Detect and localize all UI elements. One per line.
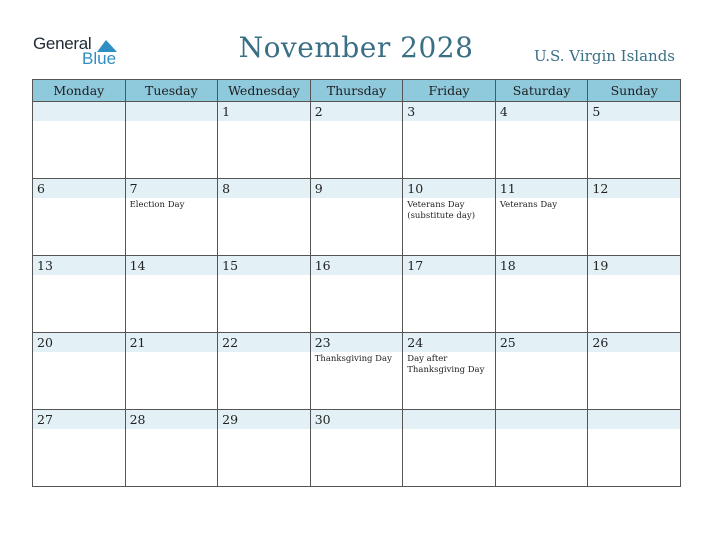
day-number: 6 <box>37 181 45 196</box>
day-cell <box>588 256 681 333</box>
day-number: 8 <box>222 181 231 196</box>
day-number: 19 <box>592 258 609 273</box>
day-number: 3 <box>407 104 416 119</box>
logo-word-general: General <box>33 34 92 53</box>
day-number: 1 <box>222 104 231 119</box>
holiday-label: Thanksgiving Day <box>314 354 392 364</box>
weekday-header-row <box>33 80 681 102</box>
day-number: 4 <box>499 104 508 119</box>
day-cell <box>218 179 311 256</box>
day-number: 25 <box>499 335 516 350</box>
day-cell-band <box>403 102 495 121</box>
day-number: 17 <box>407 258 424 273</box>
day-cell <box>218 102 311 179</box>
day-cell <box>310 256 403 333</box>
day-cell-band <box>33 102 125 121</box>
day-cell <box>588 333 681 410</box>
region-label: U.S. Virgin Islands <box>534 47 675 65</box>
day-cell <box>125 410 218 487</box>
day-number: 12 <box>592 181 609 196</box>
weekday-thursday: Thursday <box>310 80 403 102</box>
calendar-week-row <box>33 256 681 333</box>
day-number: 24 <box>407 335 424 350</box>
holiday-label: Veterans Day <box>499 200 558 210</box>
day-cell <box>125 256 218 333</box>
holiday-label: Day after Thanksgiving Day <box>407 354 485 375</box>
day-cell <box>403 333 496 410</box>
day-cell <box>218 333 311 410</box>
calendar-week-row <box>33 179 681 256</box>
day-number: 28 <box>129 412 146 427</box>
day-cell <box>403 410 496 487</box>
day-number: 10 <box>407 181 424 196</box>
day-cell <box>588 102 681 179</box>
day-cell <box>125 333 218 410</box>
weekday-monday: Monday <box>33 80 126 102</box>
day-cell-band <box>588 102 680 121</box>
day-number: 2 <box>314 104 323 119</box>
day-cell <box>218 256 311 333</box>
day-cell <box>403 179 496 256</box>
month-calendar <box>32 79 681 487</box>
day-cell-band <box>588 410 680 429</box>
day-number: 9 <box>314 181 323 196</box>
weekday-tuesday: Tuesday <box>125 80 218 102</box>
day-number: 23 <box>314 335 331 350</box>
day-number: 30 <box>314 412 331 427</box>
day-cell <box>125 102 218 179</box>
weekday-wednesday: Wednesday <box>218 80 311 102</box>
day-number: 5 <box>592 104 601 119</box>
day-cell <box>588 410 681 487</box>
day-cell-band <box>218 179 310 198</box>
day-cell-band <box>311 179 403 198</box>
day-cell-band <box>126 102 218 121</box>
day-number: 14 <box>129 258 146 273</box>
day-cell <box>33 410 126 487</box>
day-number: 15 <box>222 258 239 273</box>
day-cell <box>310 179 403 256</box>
day-number: 18 <box>499 258 516 273</box>
day-number: 7 <box>129 181 138 196</box>
day-cell-band <box>496 410 588 429</box>
day-cell <box>125 179 218 256</box>
day-cell <box>495 102 588 179</box>
day-cell <box>588 179 681 256</box>
day-cell <box>403 256 496 333</box>
day-cell-band <box>403 410 495 429</box>
day-cell <box>33 179 126 256</box>
day-cell <box>310 410 403 487</box>
day-cell <box>33 102 126 179</box>
day-number: 16 <box>314 258 331 273</box>
weekday-saturday: Saturday <box>495 80 588 102</box>
weekday-sunday: Sunday <box>588 80 681 102</box>
day-number: 22 <box>222 335 239 350</box>
calendar-title: November 2028 <box>238 31 474 64</box>
day-number: 26 <box>592 335 609 350</box>
calendar-week-row <box>33 410 681 487</box>
day-cell <box>33 333 126 410</box>
holiday-label: Veterans Day (substitute day) <box>407 200 476 221</box>
day-number: 20 <box>37 335 53 350</box>
day-cell-band <box>218 102 310 121</box>
logo-word-blue: Blue <box>82 49 117 68</box>
holiday-label: Election Day <box>129 200 185 210</box>
day-cell <box>495 179 588 256</box>
day-number: 29 <box>222 412 239 427</box>
day-cell <box>310 333 403 410</box>
calendar-week-row <box>33 102 681 179</box>
day-number: 21 <box>129 335 146 350</box>
calendar-week-row <box>33 333 681 410</box>
day-cell-band <box>33 179 125 198</box>
day-cell <box>403 102 496 179</box>
day-cell <box>33 256 126 333</box>
day-cell <box>218 410 311 487</box>
day-number: 27 <box>37 412 53 427</box>
day-cell <box>495 333 588 410</box>
day-cell <box>495 256 588 333</box>
day-cell <box>495 410 588 487</box>
day-cell-band <box>496 102 588 121</box>
day-cell <box>310 102 403 179</box>
day-number: 13 <box>37 258 53 273</box>
day-cell-band <box>126 179 218 198</box>
day-number: 11 <box>499 181 516 196</box>
day-cell-band <box>311 102 403 121</box>
weekday-friday: Friday <box>403 80 496 102</box>
